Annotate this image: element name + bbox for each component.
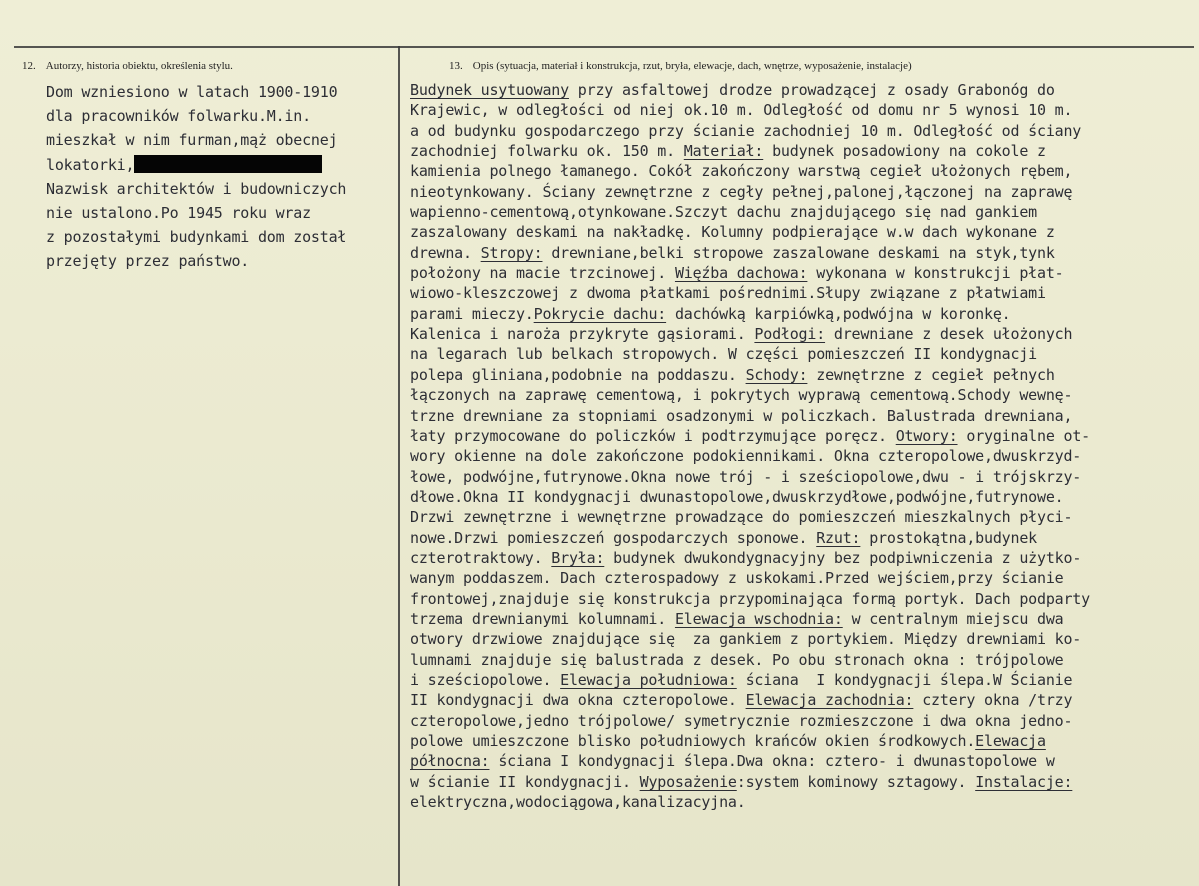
text-run: zaszalowany deskami na nakładkę. Kolumny podpierające w.w dach wykonane z [410, 223, 1055, 242]
underlined-heading: Elewacja południowa: [560, 670, 737, 689]
text-line [410, 344, 1195, 364]
history-text-block [46, 80, 396, 274]
text-run: Dom wzniesiono w latach 1900-1910 [46, 83, 338, 101]
text-line [410, 324, 1195, 344]
underlined-heading: północna: [410, 752, 490, 771]
text-line [410, 507, 1195, 527]
text-line [410, 751, 1195, 771]
description-text-block [410, 80, 1195, 812]
underlined-heading: Więźba dachowa: [674, 264, 808, 283]
underlined-heading: Otwory: [895, 426, 958, 445]
text-run: przy asfaltowej drodze prowadzącej z osady Grabonóg do [568, 81, 1055, 99]
text-run: ściana I kondygnacji ślepa.W Ścianie [736, 670, 1073, 689]
text-line [46, 80, 396, 104]
text-line [410, 711, 1195, 731]
section-12-title: Autorzy, historia obiektu, określenia stylu. [45, 60, 233, 72]
text-line [410, 467, 1195, 487]
text-line [410, 690, 1195, 710]
text-line [410, 202, 1195, 222]
text-line [46, 249, 396, 273]
text-run: nie ustalono.Po 1945 roku wraz [46, 204, 311, 223]
text-run: nieotynkowany. Ściany zewnętrzne z cegły pełnej,palonej,łączonej na zaprawę [410, 182, 1073, 201]
redaction-bar [134, 155, 322, 173]
text-run: cztery okna /trzy [913, 691, 1073, 710]
underlined-heading: Elewacja zachodnia: [745, 691, 914, 710]
text-run: trzema drewnianymi kolumnami. [410, 609, 675, 628]
text-line [410, 548, 1195, 568]
text-run: :system kominowy sztagowy. [736, 772, 976, 791]
text-run: wykonana w konstrukcji płat- [807, 264, 1064, 283]
text-line [410, 589, 1195, 609]
text-run: budynek posadowiony na cokole z [763, 142, 1046, 161]
text-line [410, 80, 1195, 100]
text-line [410, 487, 1195, 507]
text-line [410, 629, 1195, 649]
text-run: otwory drzwiowe znajdujące się za gankiem z portykiem. Między drewniami ko- [410, 630, 1082, 649]
underlined-heading: Wyposażenie [639, 772, 737, 791]
text-line [46, 225, 396, 249]
section-12-number: 12. [22, 60, 36, 72]
section-13-number: 13. [449, 60, 463, 72]
underlined-heading: Elewacja wschodnia: [674, 609, 843, 628]
text-line [410, 528, 1195, 548]
text-run: trzne drewniane za stopniami osadzonymi w policzkach. Balustrada drewniana, [410, 406, 1073, 425]
text-line [410, 385, 1195, 405]
text-run: kamienia polnego łamanego. Cokół zakończony warstwą cegieł ułożonych rębem, [410, 162, 1073, 181]
text-run: zewnętrzne z cegieł pełnych [807, 365, 1055, 384]
underlined-heading: Schody: [745, 365, 808, 384]
text-run: wanym poddaszem. Dach czterospadowy z uskokami.Przed wejściem,przy ścianie [410, 569, 1064, 588]
text-line [410, 222, 1195, 242]
text-run: drewna. [410, 243, 481, 262]
text-run: Krajewic, w odległości od niej ok.10 m. Odległość od domu nr 5 wynosi 10 m. [410, 101, 1073, 120]
text-line [410, 650, 1195, 670]
text-run: na legarach lub belkach stropowych. W części pomieszczeń II kondygnacji [410, 345, 1037, 364]
underlined-heading: Bryła: [551, 548, 605, 567]
text-line [410, 141, 1195, 161]
text-run: ściana I kondygnacji ślepa.Dwa okna: cztero- i dwunastopolowe w [489, 752, 1055, 771]
header-divider-line [14, 46, 1194, 48]
underlined-heading: Stropy: [480, 243, 543, 262]
text-run: dla pracowników folwarku.M.in. [46, 107, 311, 126]
text-run: łowe, podwójne,futrynowe.Okna nowe trój - i sześciopolowe,dwu - i trójskrzy- [410, 467, 1082, 486]
text-run: przejęty przez państwo. [46, 252, 250, 271]
text-run: czterotraktowy. [410, 548, 552, 567]
text-run: i sześciopolowe. [410, 670, 561, 689]
text-line [410, 670, 1195, 690]
text-run: łaty przymocowane do policzków i podtrzymujące poręcz. [410, 426, 896, 445]
underlined-heading: Instalacje: [975, 772, 1073, 791]
section-13-heading [449, 60, 912, 72]
text-line [410, 121, 1195, 141]
text-run: budynek dwukondygnacyjny bez podpiwniczenia z użytko- [604, 548, 1082, 567]
text-line [410, 263, 1195, 283]
underlined-heading: Pokrycie dachu: [533, 304, 667, 323]
text-line [46, 104, 396, 128]
column-divider-line [398, 46, 400, 886]
text-line [410, 446, 1195, 466]
text-line [410, 731, 1195, 751]
text-run: mieszkał w nim furman,mąż obecnej [46, 131, 338, 150]
text-line [410, 772, 1195, 792]
text-run: elektryczna,wodociągowa,kanalizacyjna. [410, 793, 746, 812]
section-12-heading [22, 60, 233, 72]
text-run: wiowo-kleszczowej z dwoma płatkami pośrednimi.Słupy związane z płatwiami [410, 284, 1046, 303]
text-run: Nazwisk architektów i budowniczych [46, 179, 347, 198]
underlined-heading: Podłogi: [754, 325, 826, 344]
underlined-heading: Budynek usytuowany [410, 81, 569, 99]
text-run: dachówką karpiówką,podwójna w koronkę. [666, 304, 1011, 323]
section-13-title: Opis (sytuacja, materiał i konstrukcja, rzut, bryła, elewacje, dach, wnętrze, wyposażenie, instalacje) [472, 60, 912, 72]
text-line [410, 406, 1195, 426]
text-run: zachodniej folwarku ok. 150 m. [410, 142, 684, 161]
text-run: lumnami znajduje się balustrada z desek. Po obu stronach okna : trójpolowe [410, 650, 1064, 669]
text-line [46, 153, 396, 177]
text-line [410, 609, 1195, 629]
text-run: parami mieczy. [410, 304, 534, 323]
text-line [410, 161, 1195, 181]
text-run: a od budynku gospodarczego przy ścianie zachodniej 10 m. Odległość od ściany [410, 121, 1082, 140]
text-line [46, 177, 396, 201]
text-run: położony na macie trzcinowej. [410, 264, 675, 283]
text-line [410, 568, 1195, 588]
text-run: polowe umieszczone blisko południowych krańców okien środkowych. [410, 732, 976, 750]
text-run: nowe.Drzwi pomieszczeń gospodarczych sponowe. [410, 528, 817, 547]
text-line [410, 792, 1195, 812]
text-line [410, 426, 1195, 446]
text-run: polepa gliniana,podobnie na poddaszu. [410, 365, 746, 384]
text-run: w centralnym miejscu dwa [842, 609, 1064, 628]
text-run: wory okienne na dole zakończone podokiennikami. Okna czteropolowe,dwuskrzyd- [410, 447, 1082, 466]
text-run: lokatorki, [46, 155, 135, 174]
text-run: prostokątna,budynek [860, 528, 1037, 547]
text-run: oryginalne ot- [957, 426, 1090, 445]
text-run: Kalenica i naroża przykryte gąsiorami. [410, 325, 755, 344]
text-run: w ścianie II kondygnacji. [410, 772, 640, 791]
text-line [410, 243, 1195, 263]
text-line [46, 201, 396, 225]
underlined-heading: Rzut: [816, 528, 861, 547]
text-line [410, 365, 1195, 385]
text-line [410, 100, 1195, 120]
text-line [46, 128, 396, 152]
text-run: frontowej,znajduje się konstrukcja przypominająca formą portyk. Dach podparty [410, 589, 1090, 608]
text-run: II kondygnacji dwa okna czteropolowe. [410, 691, 746, 710]
text-run: z pozostałymi budynkami dom został [46, 228, 347, 247]
underlined-heading: Elewacja [975, 732, 1046, 750]
text-line [410, 283, 1195, 303]
text-run: dłowe.Okna II kondygnacji dwunastopolowe,dwuskrzydłowe,podwójne,futrynowe. [410, 487, 1064, 506]
text-line [410, 304, 1195, 324]
text-run: Drzwi zewnętrzne i wewnętrzne prowadzące do pomieszczeń mieszkalnych płyci- [410, 508, 1073, 527]
underlined-heading: Materiał: [683, 142, 764, 161]
text-run: łączonych na zaprawę cementową, i pokrytych wyprawą cementową.Schody wewnę- [410, 386, 1073, 405]
text-run: drewniane z desek ułożonych [825, 325, 1073, 344]
text-run: wapienno-cementową,otynkowane.Szczyt dachu znajdującego się nad gankiem [410, 203, 1037, 222]
text-run: czteropolowe,jedno trójpolowe/ symetrycznie rozmieszczone i dwa okna jedno- [410, 711, 1073, 730]
text-line [410, 182, 1195, 202]
text-run: drewniane,belki stropowe zaszalowane deskami na styk,tynk [542, 243, 1055, 262]
